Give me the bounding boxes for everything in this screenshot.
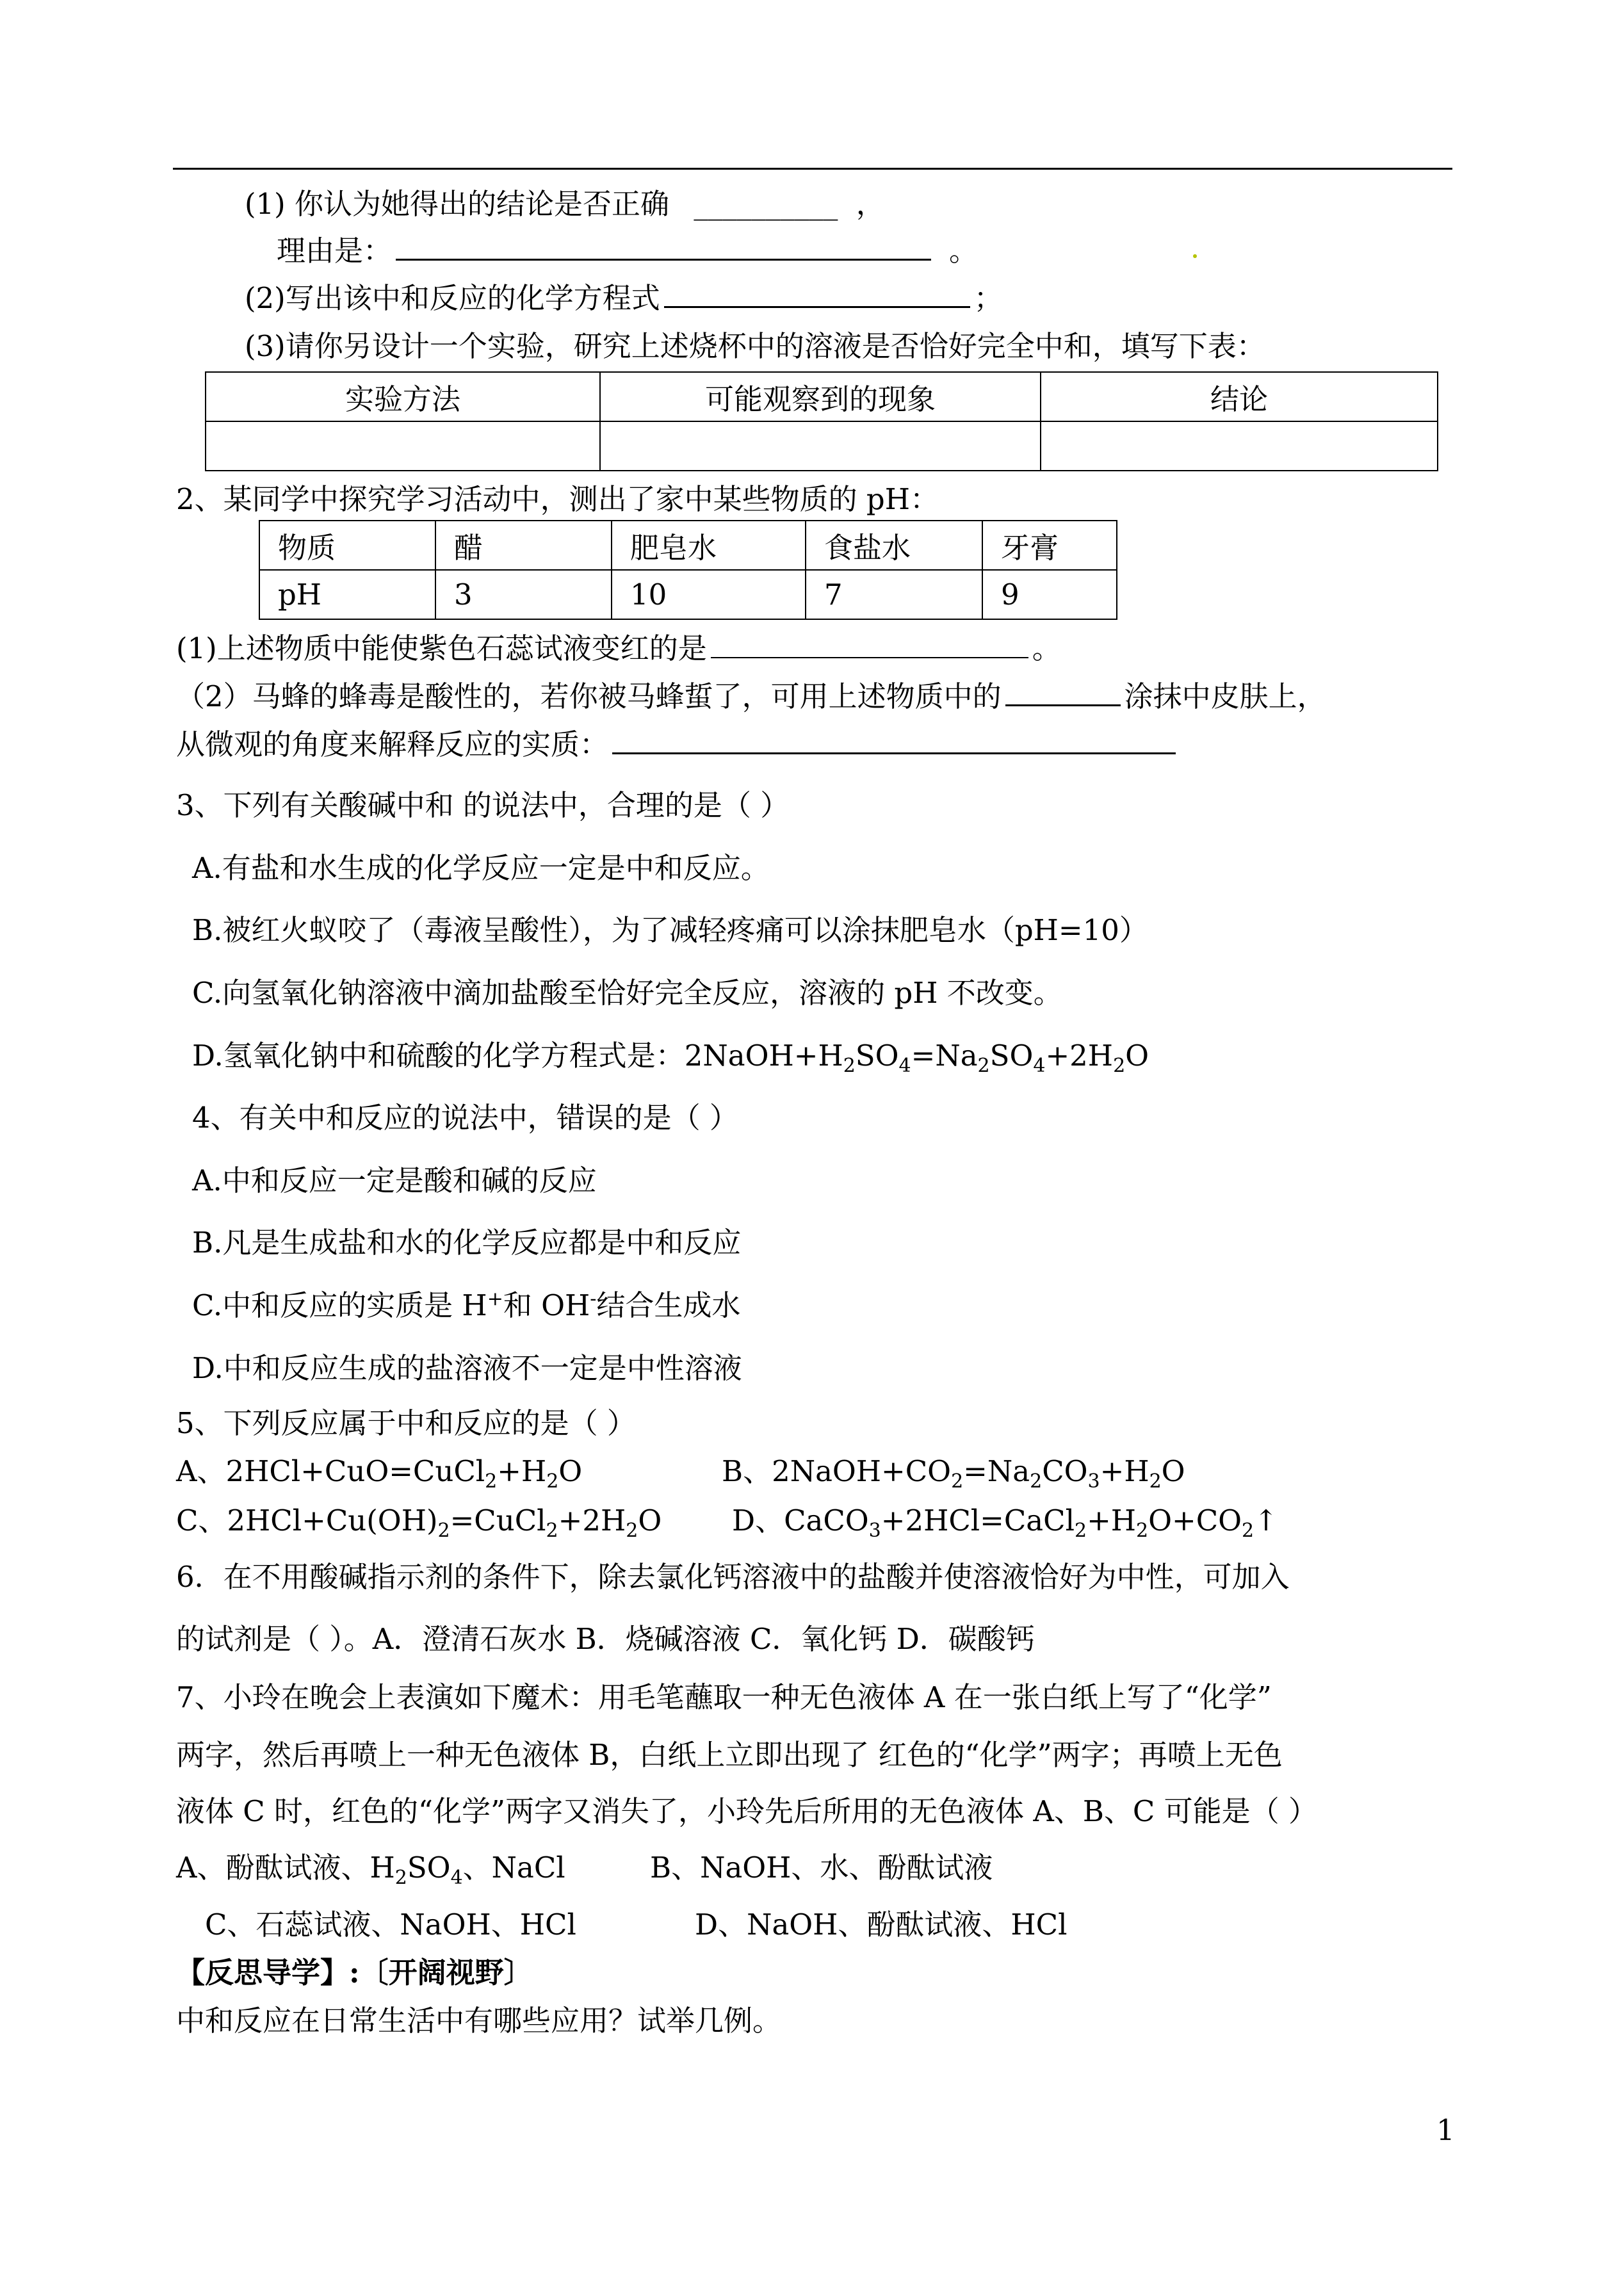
q3-option-d[interactable] (192, 1039, 1149, 1077)
q5-c-text: C、2HCl+Cu(OH) (176, 1504, 438, 1537)
q3-option-c[interactable]: C.向氢氧化钠溶液中滴加盐酸至恰好完全反应，溶液的 pH 不改变。 (192, 976, 1062, 1010)
q4-option-c[interactable] (192, 1288, 741, 1322)
q3-d-part: =Na (911, 1039, 978, 1073)
q1-comma: ， (856, 187, 885, 221)
q2-sub2-text: （2）马蜂的蜂毒是酸性的，若你被马蜂蜇了，可用上述物质中的 (176, 679, 1002, 713)
subscript: 2 (546, 1470, 559, 1493)
q5-b-text: B、2NaOH+CO (722, 1454, 952, 1488)
subscript: 2 (977, 1055, 990, 1077)
superscript: - (590, 1288, 597, 1310)
q7-a-part: 、NaCl (462, 1851, 565, 1885)
q2-intro: 2、某同学中探究学习活动中，测出了家中某些物质的 pH： (176, 482, 939, 516)
table-cell: 食盐水 (806, 521, 982, 570)
table-cell: 物质 (259, 521, 435, 570)
q5-option-c[interactable] (176, 1504, 662, 1542)
q5-b-part: =Na (963, 1454, 1030, 1488)
table-row (206, 421, 1438, 471)
q7-option-b[interactable]: B、NaOH、水、酚酞试液 (650, 1851, 993, 1885)
q5-b-part: +H (1100, 1454, 1149, 1488)
q7-a-part: SO (407, 1851, 451, 1885)
q7-option-c[interactable]: C、石蕊试液、NaOH、HCl (205, 1908, 576, 1942)
q7-line2: 两字，然后再喷上一种无色液体 B，白纸上立即出现了 红色的“化学”两字；再喷上无色 (176, 1738, 1283, 1772)
q3-d-text: D.氢氧化钠中和硫酸的化学方程式是：2NaOH+H (192, 1039, 843, 1073)
q4-stem: 4、有关中和反应的说法中，错误的是（ ） (192, 1101, 738, 1135)
superscript: + (487, 1288, 503, 1310)
q5-d-part: +H (1087, 1504, 1137, 1537)
q3-d-part: SO (855, 1039, 899, 1073)
table-header-method: 实验方法 (206, 372, 600, 421)
q3-d-part: +2H (1045, 1039, 1114, 1073)
q2-sub2-line2 (176, 727, 1180, 761)
q5-d-text: D、CaCO (732, 1504, 869, 1537)
reflection-question: 中和反应在日常生活中有哪些应用？试举几例。 (176, 2004, 782, 2038)
q7-option-d[interactable]: D、NaOH、酚酞试液、HCl (695, 1908, 1068, 1942)
q2-micro-blank[interactable] (612, 752, 1176, 754)
subscript: 2 (1149, 1470, 1162, 1493)
q5-c-part: =CuCl (450, 1504, 546, 1537)
reason-label: 理由是： (277, 234, 393, 268)
table-row (259, 521, 1117, 570)
equation-blank[interactable] (664, 306, 970, 308)
q3-design-text: (3)请你另设计一个实验，研究上述烧杯中的溶液是否恰好完全中和，填写下表： (245, 329, 1265, 363)
q6-line1: 6．在不用酸碱指示剂的条件下，除去氯化钙溶液中的盐酸并使溶液恰好为中性，可加入 (176, 1560, 1290, 1594)
q4-c-part: 结合生成水 (596, 1288, 741, 1322)
subscript: 2 (485, 1470, 498, 1493)
q1-line (245, 187, 885, 221)
stray-dot (1193, 254, 1197, 258)
q4-c-part: 和 OH (503, 1288, 590, 1322)
table-cell: 10 (612, 570, 806, 619)
up-arrow-icon: ↑ (1254, 1504, 1278, 1537)
q7-option-a[interactable] (176, 1851, 565, 1889)
reason-line (277, 234, 978, 268)
table-header-phenomenon: 可能观察到的现象 (600, 372, 1041, 421)
reason-end: 。 (949, 234, 978, 268)
table-cell-conclusion[interactable] (1041, 421, 1438, 471)
subscript: 3 (868, 1520, 881, 1542)
table-row (259, 570, 1117, 619)
subscript: 4 (898, 1055, 911, 1077)
table-cell: pH (259, 570, 435, 619)
q2-sub2-line2-text: 从微观的角度来解释反应的实质： (176, 727, 609, 761)
q7-line3: 液体 C 时，红色的“化学”两字又消失了，小玲先后所用的无色液体 A、B、C 可能是（ ） (176, 1794, 1317, 1828)
subscript: 2 (437, 1520, 450, 1542)
reflection-title: 【反思导学】:〔开阔视野〕 (176, 1956, 533, 1990)
q5-b-part: O (1161, 1454, 1185, 1488)
q7-a-text: A、酚酞试液、H (176, 1851, 395, 1885)
q3-d-part: SO (989, 1039, 1034, 1073)
table-header-conclusion: 结论 (1041, 372, 1438, 421)
q3-option-a[interactable]: A.有盐和水生成的化学反应一定是中和反应。 (192, 851, 770, 885)
q5-a-part: O (558, 1454, 583, 1488)
q2-sub1-blank[interactable] (711, 657, 1028, 658)
table-cell: 3 (435, 570, 612, 619)
subscript: 4 (1033, 1055, 1046, 1077)
table-cell: 醋 (435, 521, 612, 570)
q7-line1: 7、小玲在晚会上表演如下魔术：用毛笔蘸取一种无色液体 A 在一张白纸上写了“化学” (176, 1680, 1272, 1714)
q5-option-b[interactable] (722, 1454, 1185, 1493)
q5-d-part: O+CO (1148, 1504, 1242, 1537)
q5-option-d[interactable] (732, 1504, 1278, 1542)
q5-a-text: A、2HCl+CuO=CuCl (176, 1454, 485, 1488)
table-cell-phenomenon[interactable] (600, 421, 1041, 471)
q4-option-a[interactable]: A.中和反应一定是酸和碱的反应 (192, 1164, 597, 1197)
q2-sub1-text: (1)上述物质中能使紫色石蕊试液变红的是 (176, 631, 707, 665)
q5-c-part: +2H (558, 1504, 626, 1537)
q5-stem: 5、下列反应属于中和反应的是（ ） (176, 1406, 636, 1440)
subscript: 2 (1113, 1055, 1126, 1077)
q4-option-b[interactable]: B.凡是生成盐和水的化学反应都是中和反应 (192, 1226, 742, 1260)
table-cell: 7 (806, 570, 982, 619)
q5-option-a[interactable] (176, 1454, 583, 1493)
subscript: 2 (546, 1520, 558, 1542)
table-cell: 牙膏 (982, 521, 1117, 570)
q2-sub1-end: 。 (1032, 631, 1061, 665)
q1-text: (1) 你认为她得出的结论是否正确 (245, 187, 670, 221)
table-row (206, 372, 1438, 421)
subscript: 2 (951, 1470, 964, 1493)
q2-sub2-end: 涂抹中皮肤上， (1124, 679, 1326, 713)
table-cell-method[interactable] (206, 421, 600, 471)
q3-option-b[interactable]: B.被红火蚁咬了（毒液呈酸性），为了减轻疼痛可以涂抹肥皂水（pH=10） (192, 913, 1148, 947)
q5-c-part: O (638, 1504, 662, 1537)
table-cell: 肥皂水 (612, 521, 806, 570)
q2-equation-text: (2)写出该中和反应的化学方程式 (245, 281, 660, 315)
reason-blank[interactable] (396, 259, 931, 261)
q3-stem: 3、下列有关酸碱中和 的说法中，合理的是（ ） (176, 788, 790, 822)
q5-b-part: CO (1042, 1454, 1088, 1488)
experiment-table (205, 371, 1438, 471)
q3-d-part: O (1125, 1039, 1149, 1073)
subscript: 2 (1074, 1520, 1087, 1542)
q1-blank[interactable]: __________ (694, 187, 838, 221)
q6-line2: 的试剂是（ ）。A．澄清石灰水 B．烧碱溶液 C．氧化钙 D．碳酸钙 (176, 1622, 1035, 1656)
page-number: 1 (1436, 2113, 1455, 2147)
ph-table (259, 520, 1117, 620)
q2-sub2-blank[interactable] (1005, 704, 1121, 706)
q2-equation-end: ； (973, 281, 1003, 315)
q5-d-part: +2HCl=CaCl (881, 1504, 1075, 1537)
subscript: 2 (1242, 1520, 1255, 1542)
subscript: 2 (1136, 1520, 1149, 1542)
q2-sub1-line (176, 631, 1061, 665)
q4-option-d[interactable]: D.中和反应生成的盐溶液不一定是中性溶液 (192, 1351, 742, 1385)
subscript: 2 (626, 1520, 638, 1542)
q2-sub2-line (176, 679, 1326, 713)
q4-c-text: C.中和反应的实质是 H (192, 1288, 487, 1322)
subscript: 2 (1030, 1470, 1043, 1493)
subscript: 3 (1087, 1470, 1100, 1493)
subscript: 4 (450, 1867, 463, 1889)
q5-a-part: +H (497, 1454, 547, 1488)
subscript: 2 (394, 1867, 407, 1889)
subscript: 2 (843, 1055, 856, 1077)
header-rule (173, 168, 1452, 170)
q2-equation-line (245, 281, 1003, 315)
table-cell: 9 (982, 570, 1117, 619)
